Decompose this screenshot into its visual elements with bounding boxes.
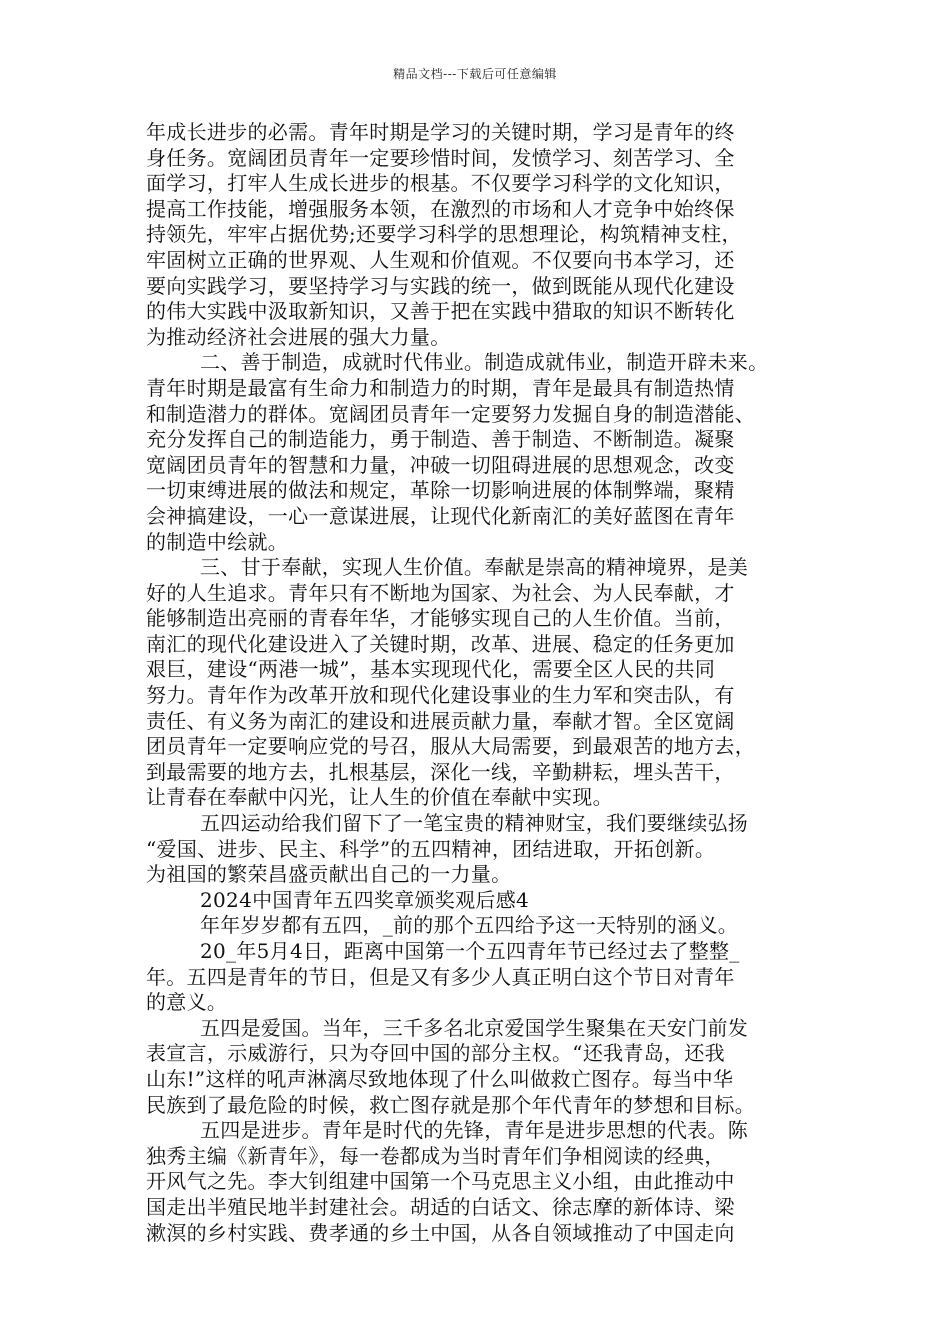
text-line: 努力。青年作为改革开放和现代化建设事业的生力军和突击队，有 [146,683,735,708]
text-line: 好的人生追求。青年只有不断地为国家、为社会、为人民奉献，才 [146,580,735,605]
text-line: 责任、有义务为南汇的建设和进展贡献力量，奉献才智。全区宽阔 [146,708,735,733]
text-line: 为推动经济社会进展的强大力量。 [146,324,451,349]
page-header: 精品文档---下载后可任意编辑 [393,67,557,81]
text-line: 和制造潜力的群体。宽阔团员青年一定要努力发掘自身的制造潜能、 [146,401,755,426]
text-line: 20_年5月4日，距离中国第一个五四青年节已经过去了整整_ [200,939,740,963]
text-line: 山东!”这样的吼声淋漓尽致地体现了什么叫做救亡图存。每当中华 [146,1066,734,1091]
text-line: 到最需要的地方去，扎根基层，深化一线，辛勤耕耘，埋头苦干， [146,759,735,784]
text-line: 的制造中绘就。 [146,529,289,554]
text-line: 团员青年一定要响应党的号召，服从大局需要，到最艰苦的地方去， [146,734,755,759]
text-line: 二、善于制造，成就时代伟业。制造成就伟业，制造开辟未来。 [200,350,769,375]
text-line: 的伟大实践中汲取新知识，又善于把在实践中猎取的知识不断转化 [146,299,735,324]
text-line: “爱国、进步、民主、科学”的五四精神，团结进取，开拓创新。 [146,836,716,861]
text-line: 宽阔团员青年的智慧和力量，冲破一切阻碍进展的思想观念，改变 [146,452,735,477]
text-line: 五四是进步。青年是时代的先锋，青年是进步思想的代表。陈 [200,1118,749,1143]
text-line: 开风气之先。李大钊组建中国第一个马克思主义小组，由此推动中 [146,1169,735,1194]
text-line: 持领先，牢牢占据优势;还要学习科学的思想理论，构筑精神支柱， [146,222,742,247]
text-line: 民族到了最危险的时候，救亡图存就是那个年代青年的梦想和目标。 [146,1092,755,1117]
text-line: 青年时期是最富有生命力和制造力的时期，青年是最具有制造热情 [146,375,735,400]
text-line: 2024中国青年五四奖章颁奖观后感4 [200,887,530,912]
text-line: 牢固树立正确的世界观、人生观和价值观。不仅要向书本学习，还 [146,247,735,272]
text-line: 南汇的现代化建设进入了关键时期，改革、进展、稳定的任务更加 [146,631,735,656]
text-line: 艰巨，建设“两港一城”，基本实现现代化，需要全区人民的共同 [146,657,716,682]
text-line: 漱溟的乡村实践、费孝通的乡土中国，从各自领域推动了中国走向 [146,1220,735,1245]
text-line: 国走出半殖民地半封建社会。胡适的白话文、徐志摩的新体诗、梁 [146,1194,735,1219]
text-line: 的意义。 [146,990,228,1015]
text-line: 会神搞建设，一心一意谋进展，让现代化新南汇的美好蓝图在青年 [146,503,735,528]
text-line: 身任务。宽阔团员青年一定要珍惜时间，发愤学习、刻苦学习、全 [146,145,735,170]
text-line: 能够制造出亮丽的青春年华，才能够实现自己的人生价值。当前， [146,606,735,631]
text-line: 独秀主编《新青年》，每一卷都成为当时青年们争相阅读的经典， [146,1143,725,1168]
text-line: 年成长进步的必需。青年时期是学习的关键时期，学习是青年的终 [146,120,735,144]
text-line: 让青春在奉献中闪光，让人生的价值在奉献中实现。 [146,785,613,810]
text-line: 面学习，打牢人生成长进步的根基。不仅要学习科学的文化知识， [146,171,735,196]
text-line: 提高工作技能，增强服务本领，在激烈的市场和人才竞争中始终保 [146,196,735,221]
text-line: 为祖国的繁荣昌盛贡献出自己的一力量。 [146,862,512,887]
text-line: 表宣言，示威游行，只为夺回中国的部分主权。“还我青岛，还我 [146,1041,725,1066]
text-line: 年。五四是青年的节日，但是又有多少人真正明白这个节日对青年 [146,964,735,989]
text-line: 充分发挥自己的制造能力，勇于制造、善于制造、不断制造。凝聚 [146,427,735,452]
text-line: 五四是爱国。当年，三千多名北京爱国学生聚集在天安门前发 [200,1015,749,1040]
document-body [146,120,808,1246]
text-line: 一切束缚进展的做法和规定，革除一切影响进展的体制弊端，聚精 [146,478,735,503]
text-line: 五四运动给我们留下了一笔宝贵的精神财宝，我们要继续弘扬 [200,811,749,836]
text-line: 三、甘于奉献，实现人生价值。奉献是崇高的精神境界，是美 [200,555,749,580]
text-line: 年年岁岁都有五四，_前的那个五四给予这一天特别的涵义。 [200,913,739,938]
text-line: 要向实践学习，要坚持学习与实践的统一，做到既能从现代化建设 [146,273,735,298]
